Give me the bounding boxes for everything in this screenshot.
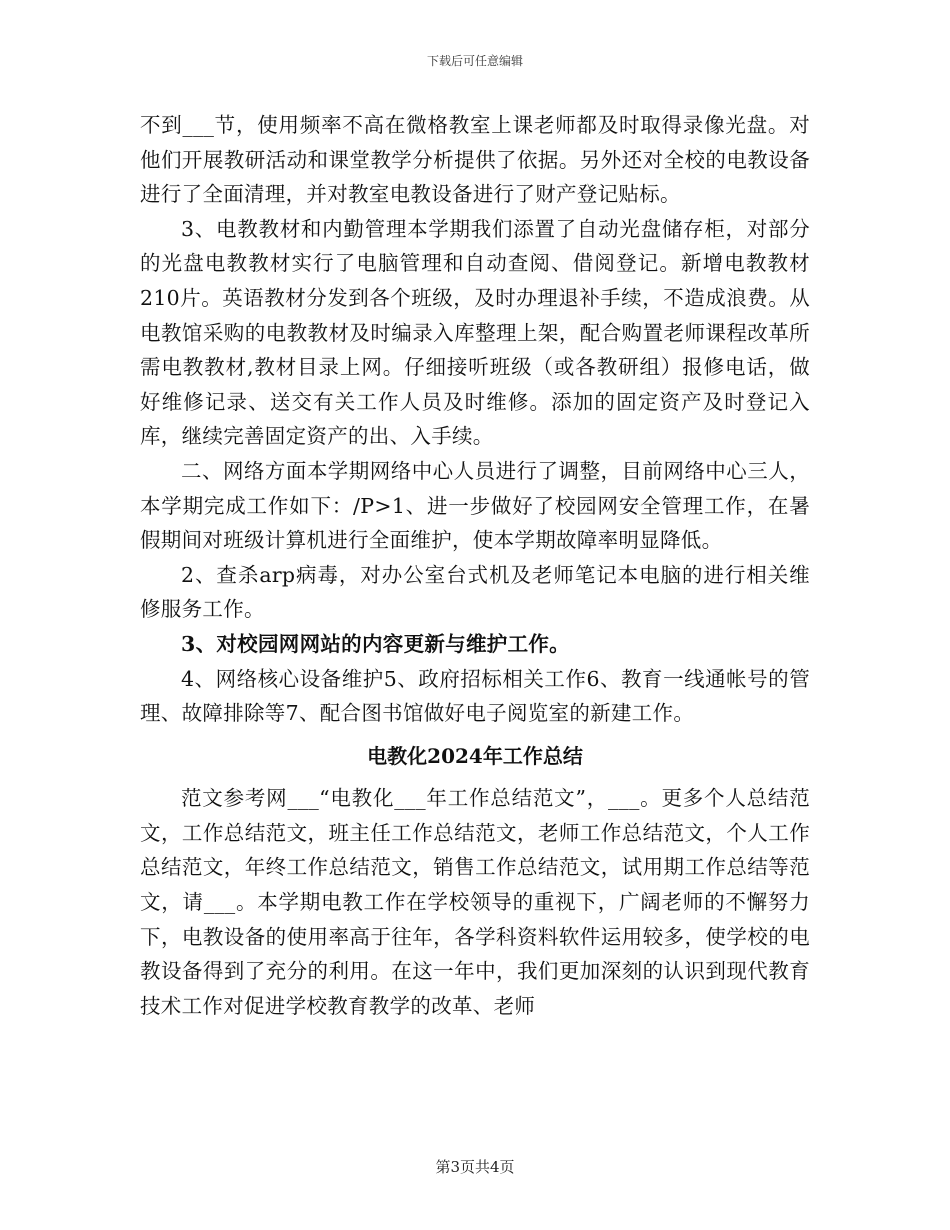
paragraph-continuation: 不到___节，使用频率不高在微格教室上课老师都及时取得录像光盘。对他们开展教研活动和课堂教学分析提供了依据。另外还对全校的电教设备进行了全面清理，并对教室电教设备进行了财产登记贴标。 bbox=[140, 113, 810, 207]
section-title: 电教化2024年工作总结 bbox=[367, 743, 583, 768]
paragraph-arp-virus: 2、查杀arp病毒，对办公室台式机及老师笔记本电脑的进行相关维修服务工作。 bbox=[140, 562, 810, 622]
paragraph-network: 二、网络方面本学期网络中心人员进行了调整，目前网络中心三人，本学期完成工作如下：/P>1、进一步做好了校园网安全管理工作，在暑假期间对班级计算机进行全面维护，使本学期故障率明显降低。 bbox=[140, 458, 810, 553]
paragraph-materials-management: 3、电教教材和内勤管理本学期我们添置了自动光盘储存柜，对部分的光盘电教教材实行了电脑管理和自动查阅、借阅登记。新增电教教材210片。英语教材分发到各个班级，及时办理退补手续，不造成浪费。从电教馆采购的电教教材及时编录入库整理上架，配合购置老师课程改革所需电教教材,教材目录上网。仔细接听班级（或各教研组）报修电话，做好维修记录、送交有关工作人员及时维修。添加的固定资产及时登记入库，继续完善固定资产的出、入手续。 bbox=[140, 216, 810, 449]
paragraph-core-equipment: 4、网络核心设备维护5、政府招标相关工作6、教育一线通帐号的管理、故障排除等7、配合图书馆做好电子阅览室的新建工作。 bbox=[140, 666, 810, 726]
paragraph-summary-intro: 范文参考网___“电教化___年工作总结范文”，___。更多个人总结范文，工作总结范文，班主任工作总结范文，老师工作总结范文，个人工作总结范文，年终工作总结范文，销售工作总结范文，试用期工作总结等范文，请___。本学期电教工作在学校领导的重视下，广阔老师的不懈努力下，电教设备的使用率高于往年，各学科资料软件运用较多，使学校的电教设备得到了充分的利用。在这一年中，我们更加深刻的认识到现代教育技术工作对促进学校教育教学的改革、老师 bbox=[140, 786, 810, 1018]
paragraph-website-maintenance: 3、对校园网网站的内容更新与维护工作。 bbox=[181, 631, 570, 656]
page-footer: 第3页共4页 bbox=[435, 1158, 515, 1176]
document-body bbox=[140, 108, 810, 1023]
page-header: 下载后可任意编辑 bbox=[426, 54, 523, 68]
